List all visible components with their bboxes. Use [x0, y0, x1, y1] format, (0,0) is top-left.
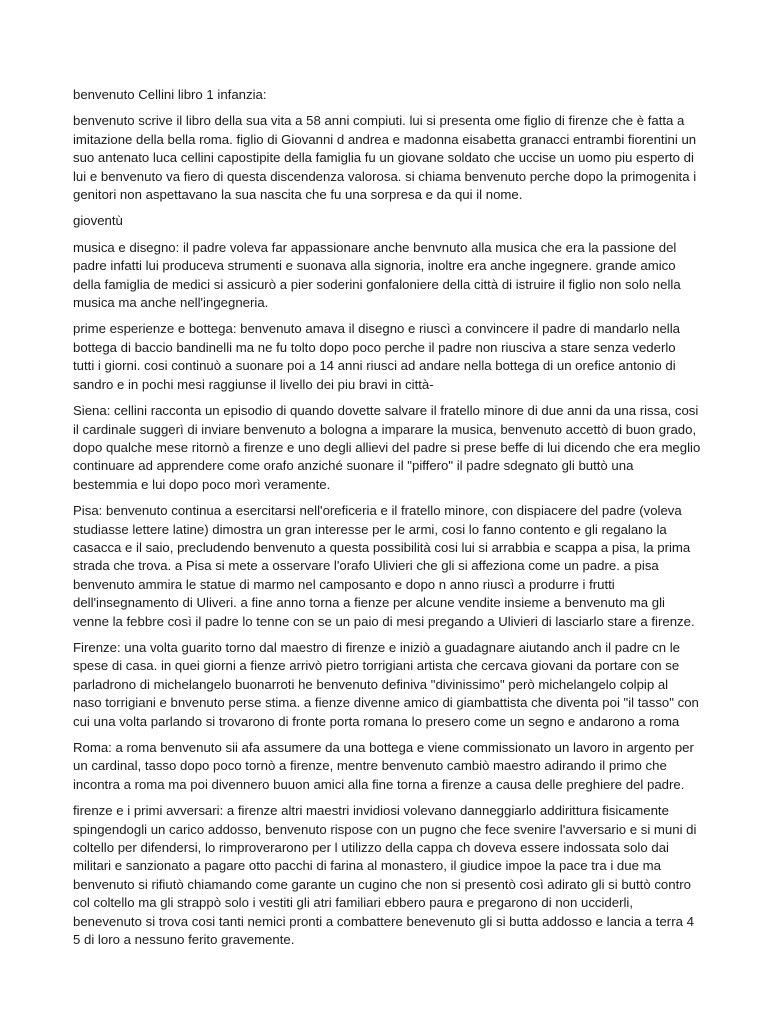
paragraph-intro: benvenuto scrive il libro della sua vita a 58 anni compiuti. lui si presenta ome figlio di firenze che è fatta a imitazione della bella roma. figlio di Giovanni d andrea e madonna eisabetta granacci entrambi fiorentini un suo antenato luca cellini capostipite della famiglia fu un giovane soldato che uccise un uomo piu esperto di lui e benvenuto va fiero di questa discendenza valorosa. si chiama benvenuto perche dopo la primogenita i genitori non aspettavano la sua nascita che fu una sorpresa e da qui il nome.: [73, 113, 697, 203]
document-page: [73, 86, 703, 957]
paragraph-siena: Siena: cellini racconta un episodio di quando dovette salvare il fratello minore di due anni da una rissa, cosi il cardinale suggerì di inviare benvenuto a bologna a imparare la musica, benvenuto accettò di buon grado, dopo qualche mese ritornò a firenze e uno degli allievi del padre si prese beffe di lui dicendo che era meglio continuare ad apprendere come orafo anziché suonare il "piffero" il padre sdegnato gli buttò una bestemmia e lui dopo poco morì veramente.: [73, 403, 701, 492]
paragraph-primi-avversari: firenze e i primi avversari: a firenze altri maestri invidiosi volevano danneggiarlo addirittura fisicamente spingendogli un carico addosso, benvenuto rispose con un pugno che fece svenire l'avversario e si muni di coltello per difendersi, lo rimproverarono per l utilizzo della cappa ch doveva essere indossata solo dai militari e sanzionato a pagare otto pacchi di farina al monastero, il giudice impoe la pace tra i due ma benvenuto si rifiutò chiamando come garante un cugino che non si presentò così adirato gli si buttò contro col coltello ma gli strappò solo i vestiti gli atri familiari ebbero paura e pregarono di non ucciderli, benevenuto si trova cosi tanti nemici pronti a combattere benevenuto gli si butta addosso e lancia a terra 4 5 di loro a nessuno ferito gravemente.: [73, 803, 697, 948]
paragraph-firenze: Firenze: una volta guarito torno dal maestro di firenze e iniziò a guadagnare aiutando anch il padre cn le spese di casa. in quei giorni a fienze arrivò pietro torrigiani artista che cercava giovani da portare con se parladrono di michelangelo buonarroti he benvenuto definiva "divinissimo" però michelangelo colpip al naso torrigiani e bnvenuto perse stima. a fienze divenne amico di giambattista che diventa poi "il tasso" con cui una volta parlando si trovarono di fronte porta romana lo presero come un segno e andarono a roma: [73, 639, 699, 729]
paragraph-pisa: Pisa: benvenuto continua a esercitarsi nell'oreficeria e il fratello minore, con dispiacere del padre (voleva studiasse lettere latine) dimostra un gran interesse per le armi, cosi lo fanno contento e gli regalano la casacca e il saio, precludendo benvenuto a questa possibilità cosi lui si arrabbia e scappa a pisa, la prima strada che trova. a Pisa si mete a osservare l'orafo Ulivieri che gli si affeziona come un padre. a pisa benvenuto ammira le statue di marmo nel camposanto e dopo n anno riuscì a produrre i frutti dell'insegnamento di Uliveri. a fine anno torna a fienze per alcune vendite insieme a benvenuto ma gli venne la febbre così il padre lo tenne con se un paio di mesi pregando a Ulivieri di lasciarlo stare a firenze.: [73, 503, 695, 629]
paragraph-musica-e-disegno: musica e disegno: il padre voleva far appassionare anche benvnuto alla musica che era la passione del padre infatti lui produceva strumenti e suonava alla signoria, inoltre era anche ingegnere. grande amico della famiglia de medici si assicurò a pier soderini gonfaloniere della città di istruire il figlio non solo nella musica ma anche nell'ingegneria.: [73, 239, 681, 311]
paragraph-prime-esperienze: prime esperienze e bottega: benvenuto amava il disegno e riuscì a convincere il padre di mandarlo nella bottega di baccio bandinelli ma ne fu tolto dopo poco perche il padre non riusciva a stare senza vederlo tutti i giorni. cosi continuò a suonare poi a 14 anni riusci ad andare nella bottega di un orefice antonio di sandro e in pochi mesi raggiunse il livello dei piu bravi in città-: [73, 321, 680, 392]
document-title: benvenuto Cellini libro 1 infanzia:: [73, 87, 267, 102]
paragraph-roma: Roma: a roma benvenuto sii afa assumere da una bottega e viene commissionato un lavoro in argento per un cardinal, tasso dopo poco tornò a firenze, mentre benvenuto cambiò maestro adirando il primo che incontra a roma ma poi divennero buuon amici alla fine torna a firenze a causa delle preghiere del padre.: [73, 740, 694, 792]
section-heading-gioventu: gioventù: [73, 213, 123, 229]
